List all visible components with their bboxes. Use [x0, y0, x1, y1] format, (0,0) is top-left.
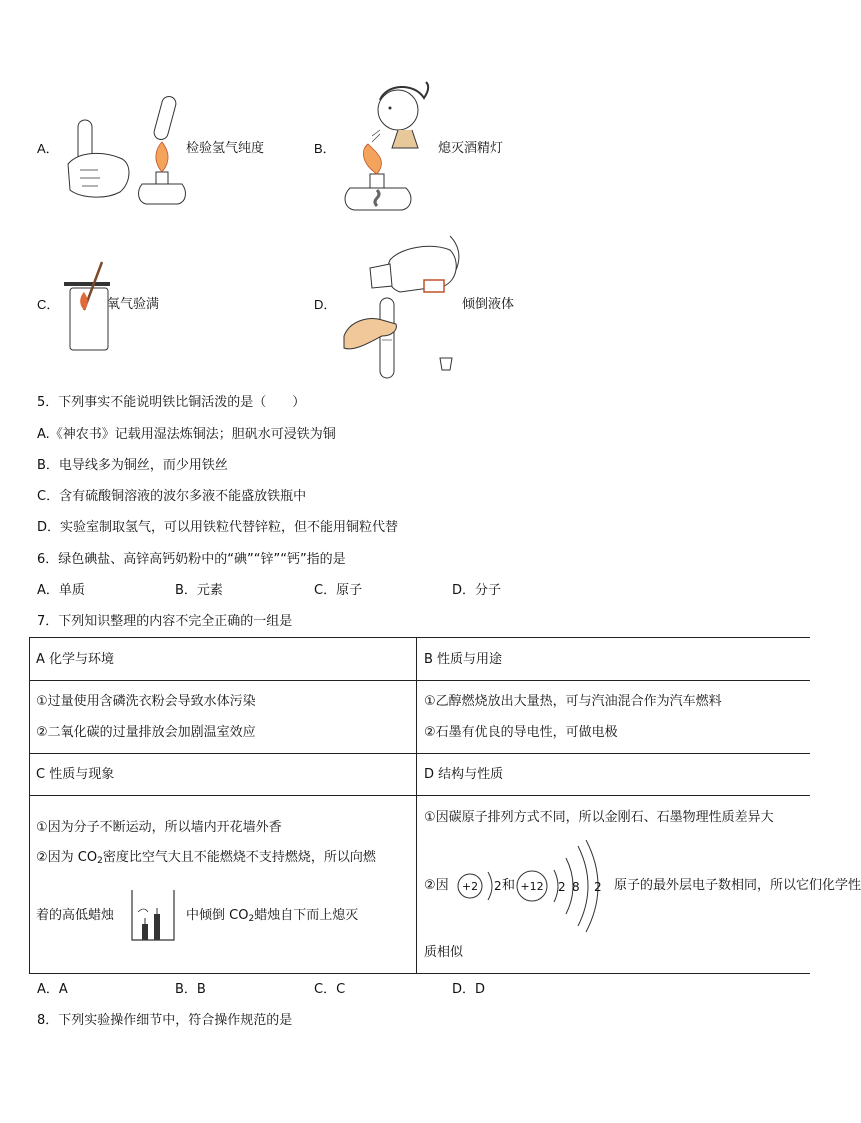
cell-a-line-2: ②二氧化碳的过量排放会加剧温室效应: [36, 725, 256, 740]
cell-c-line-3-a: 着的高低蜡烛: [36, 908, 115, 923]
cell-d-line-2-b: 和: [502, 878, 516, 893]
q6-stem: 6．绿色碘盐、高锌高钙奶粉中的“碘”“锌”“钙”指的是: [37, 552, 346, 567]
cell-c-line-1: ①因为分子不断运动，所以墙内开花墙外香: [36, 820, 282, 835]
cell-a-head: A 化学与环境: [36, 652, 115, 667]
cell-d-line-2-c: 原子的最外层电子数相同，所以它们化学性: [614, 878, 861, 893]
cell-d-line-1: ①因碳原子排列方式不同，所以金刚石、石墨物理性质差异大: [424, 810, 774, 825]
option-b-caption: 熄灭酒精灯: [438, 141, 504, 156]
magnesium-nucleus-label: +12: [520, 880, 544, 893]
blow-out-alcohol-lamp-illustration: [336, 78, 436, 216]
q5-option-b: B．电导线多为铜丝，而少用铁丝: [37, 458, 228, 473]
magnesium-shell-3-label: 2: [594, 880, 602, 894]
q7-stem: 7．下列知识整理的内容不完全正确的一组是: [37, 614, 293, 629]
helium-nucleus-label: +2: [461, 880, 479, 893]
cell-d-line-2-a: ②因: [424, 878, 449, 893]
option-c-letter: C．: [37, 297, 60, 312]
candle-beaker-icon: [128, 886, 178, 944]
q6-option-b: B．元素: [175, 583, 223, 598]
magnesium-atom-diagram: [514, 838, 614, 934]
cell-a-line-1: ①过量使用含磷洗衣粉会导致水体污染: [36, 694, 256, 709]
q6-option-c: C．原子: [314, 583, 363, 598]
magnesium-shell-2-label: 8: [572, 880, 580, 894]
cell-d-line-3: 质相似: [424, 945, 464, 960]
q5-option-a: A.《神农书》记载用湿法炼铜法；胆矾水可浸铁为铜: [37, 427, 336, 442]
q5-option-c: C．含有硫酸铜溶液的波尔多液不能盛放铁瓶中: [37, 489, 307, 504]
cell-c-line-3-b: 中倾倒 $CO_2$蜡烛自下而上熄灭: [186, 908, 359, 924]
helium-shell-1-label: 2: [494, 879, 502, 893]
table-divider: [30, 680, 810, 681]
q8-stem: 8．下列实验操作细节中，符合操作规范的是: [37, 1013, 293, 1028]
option-d-caption: 倾倒液体: [462, 297, 515, 312]
option-a-letter: A．: [37, 141, 59, 156]
q7-option-a: A．A: [37, 982, 68, 997]
cell-b-line-1: ①乙醇燃烧放出大量热，可与汽油混合作为汽车燃料: [424, 694, 722, 709]
q7-option-d: D．D: [452, 982, 486, 997]
cell-b-line-2: ②石墨有优良的导电性，可做电极: [424, 725, 618, 740]
q7-option-c: C．C: [314, 982, 346, 997]
q6-option-a: A．单质: [37, 583, 85, 598]
option-b-letter: B．: [314, 141, 336, 156]
cell-c-head: C 性质与现象: [36, 767, 115, 782]
magnesium-shell-1-label: 2: [558, 880, 566, 894]
cell-d-head: D 结构与性质: [424, 767, 504, 782]
cell-c-line-2: ②因为 $CO_2$密度比空气大且不能燃烧不支持燃烧，所以向燃: [36, 850, 376, 866]
pour-liquid-illustration: [340, 230, 470, 380]
q7-option-b: B．B: [175, 982, 206, 997]
knowledge-table: [29, 637, 861, 974]
cell-b-head: B 性质与用途: [424, 652, 503, 667]
q5-option-d: D．实验室制取氢气，可以用铁粒代替锌粒，但不能用铜粒代替: [37, 520, 399, 535]
q5-stem: 5．下列事实不能说明铁比铜活泼的是（ ）: [37, 395, 306, 410]
option-a-caption: 检验氢气纯度: [186, 141, 265, 156]
option-c-caption: 氧气验满: [107, 297, 160, 312]
table-divider: [30, 795, 810, 796]
table-divider: [416, 638, 417, 973]
q6-option-d: D．分子: [452, 583, 502, 598]
option-d-letter: D．: [314, 297, 337, 312]
table-divider: [30, 753, 810, 754]
hydrogen-purity-test-illustration: [60, 92, 190, 210]
